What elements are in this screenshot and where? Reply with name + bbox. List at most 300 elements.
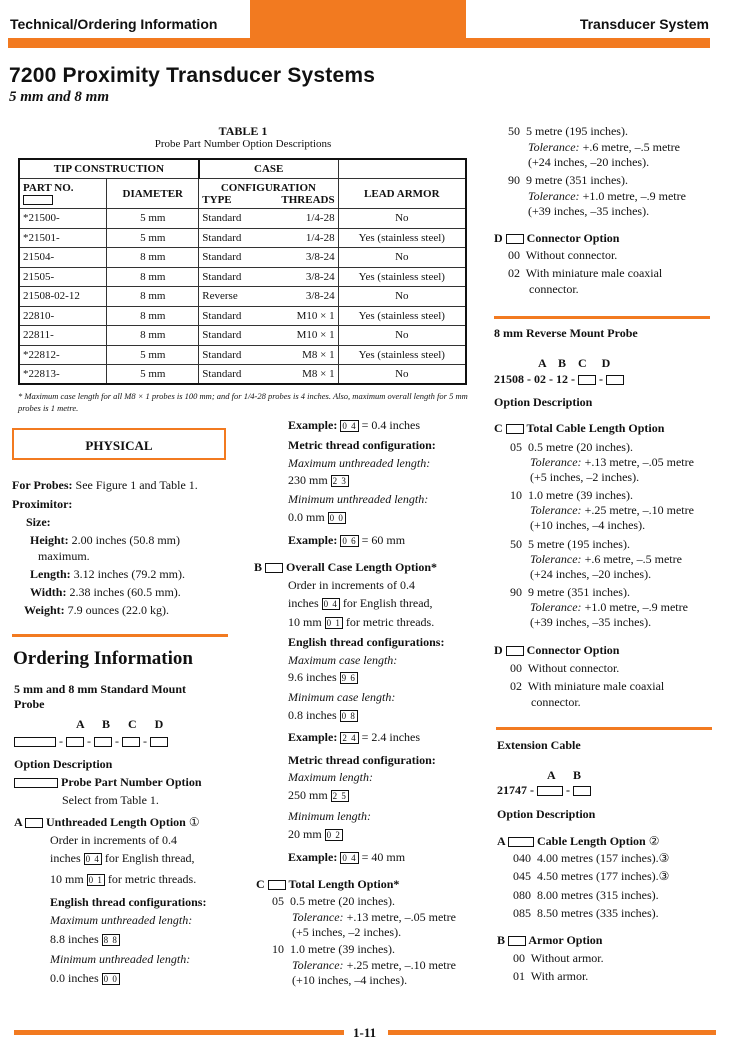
r90-tolerance	[528, 189, 686, 204]
section-rule	[12, 634, 228, 637]
section-rule	[496, 727, 712, 730]
cell-part: 21505-	[19, 267, 107, 287]
section-rule	[494, 316, 710, 319]
rev-d-option-title	[494, 643, 619, 658]
part-number-boxes	[23, 194, 103, 206]
ext-a-option-title	[497, 834, 659, 849]
c05-tolerance-2: (+5 inches, –2 inches).	[292, 925, 402, 939]
std-mount-title-2: Probe	[14, 697, 45, 711]
cell-threads: M8 × 1	[269, 365, 338, 385]
inches-word: inches	[50, 851, 81, 865]
code: 10	[510, 488, 522, 502]
value-text: 0.8 inches	[288, 708, 337, 722]
d02-line-2: connector.	[529, 282, 579, 296]
table-row	[19, 306, 466, 326]
ext-part-code: 21747 - -	[497, 783, 591, 798]
code: 040	[513, 851, 531, 865]
code: 50	[510, 537, 522, 551]
code-box: 0 4	[85, 854, 100, 865]
group-case-header: CASE	[199, 159, 338, 179]
cell-dia: 8 mm	[107, 326, 199, 346]
desc: 4.50 metres (177 inches).③	[537, 869, 670, 883]
width-line	[30, 585, 181, 600]
rc10-tolerance	[530, 503, 694, 518]
tol-label: Tolerance:	[528, 189, 580, 203]
desc: Without armor.	[530, 951, 604, 965]
c05-line	[272, 894, 395, 909]
rev-c-option-title	[494, 421, 664, 436]
c05-tolerance	[292, 910, 456, 925]
probe-part-table	[18, 158, 467, 385]
code: 10	[272, 942, 284, 956]
code-box: 0 1	[326, 618, 341, 629]
order-increments-mid: Order in increments of 0.4	[288, 578, 415, 592]
example-3	[288, 730, 420, 745]
cell-threads: 3/8-24	[269, 287, 338, 307]
metric-thread-inc	[50, 872, 196, 887]
cell-threads: 1/4-28	[269, 228, 338, 248]
col-type-label: TYPE	[202, 193, 232, 206]
english-thread-inc	[50, 851, 195, 866]
c-title: Total Cable Length Option	[526, 421, 665, 435]
cell-type: Standard	[199, 365, 270, 385]
code: 00	[508, 248, 520, 262]
cell-part: 21504-	[19, 248, 107, 268]
cell-threads: M10 × 1	[269, 326, 338, 346]
code: 50	[508, 124, 520, 138]
max-case-value	[288, 670, 358, 685]
code: 00	[513, 951, 525, 965]
r50-line	[508, 124, 628, 139]
desc: 8.00 metres (315 inches).	[537, 888, 659, 902]
cell-type: Standard	[199, 248, 270, 268]
cell-dia: 8 mm	[107, 248, 199, 268]
cell-threads: M10 × 1	[269, 306, 338, 326]
rev-abcd-letters: A B C D	[538, 356, 611, 370]
code-box: 8 8	[103, 935, 118, 946]
desc: 4.00 metres (157 inches).③	[537, 851, 670, 865]
metric-config-label: Metric thread configuration:	[288, 438, 436, 452]
example-1	[288, 418, 420, 433]
code: 02	[508, 266, 520, 280]
cell-lead: No	[338, 209, 466, 229]
english-thread-config-label: English thread configurations:	[50, 895, 207, 909]
value-text: 20 mm	[288, 827, 322, 841]
cell-type: Reverse	[199, 287, 270, 307]
min-length-label: Minimum length:	[288, 809, 371, 823]
desc: 0.5 metre (20 inches).	[290, 894, 395, 908]
page-subtitle: 5 mm and 8 mm	[9, 89, 110, 105]
tol-label: Tolerance:	[530, 503, 582, 517]
e080-line	[513, 888, 659, 903]
metric-inc-mid	[288, 615, 434, 630]
table-row	[19, 267, 466, 287]
cell-dia: 8 mm	[107, 306, 199, 326]
d02-line	[508, 266, 662, 281]
ext-b-option-title	[497, 933, 602, 948]
table-row	[19, 287, 466, 307]
example-value: = 40 mm	[361, 850, 406, 864]
col-threads-label: THREADS	[281, 193, 335, 206]
code-box: 9 6	[341, 673, 356, 684]
rd02-line	[510, 679, 664, 694]
tol-label: Tolerance:	[292, 958, 344, 972]
code: 05	[272, 894, 284, 908]
cell-type: Standard	[199, 345, 270, 365]
code: 00	[510, 661, 522, 675]
cell-lead: No	[338, 287, 466, 307]
col-part-label: PART NO.	[23, 181, 74, 194]
example-label: Example:	[288, 730, 338, 744]
rc10-tolerance-2: (+10 inches, –4 inches).	[530, 518, 646, 532]
tol-label: Tolerance:	[530, 455, 582, 469]
rd00-line	[510, 661, 619, 676]
for-probes-text: See Figure 1 and Table 1.	[75, 478, 198, 492]
tol-label: Tolerance:	[530, 600, 582, 614]
example-label: Example:	[288, 850, 338, 864]
col-lead-header: LEAD ARMOR	[338, 179, 466, 209]
b-option-title	[254, 560, 437, 575]
max-length-value	[288, 788, 349, 803]
probe-part-option	[14, 775, 202, 790]
r50-tolerance	[528, 140, 680, 155]
tol-value: +.6 metre, –.5 metre	[582, 140, 680, 154]
max-unthreaded-label-mid: Maximum unthreaded length:	[288, 456, 431, 470]
rev-part-code: 21508 - 02 - 12 - -	[494, 372, 624, 387]
cell-dia: 8 mm	[107, 287, 199, 307]
c-title: Total Length Option*	[288, 877, 400, 891]
note-2-marker: ②	[648, 834, 660, 848]
rev-option-description: Option Description	[494, 395, 593, 409]
desc: 1.0 metre (39 inches).	[290, 942, 395, 956]
tol-label: Tolerance:	[530, 552, 582, 566]
d-letter: D	[494, 231, 503, 245]
code: 02	[510, 679, 522, 693]
value-text: 0.0 mm	[288, 510, 325, 524]
footer-rule-left	[14, 1030, 344, 1035]
code-box: 0 0	[103, 974, 118, 985]
cell-type: Standard	[199, 209, 270, 229]
desc: Without connector.	[525, 248, 618, 262]
desc: With armor.	[530, 969, 589, 983]
code-box: 2 3	[332, 476, 347, 487]
width-label: Width:	[30, 585, 67, 599]
c10-tolerance	[292, 958, 456, 973]
page-title: 7200 Proximity Transducer Systems	[9, 64, 376, 87]
example-label: Example:	[288, 418, 338, 432]
example-label: Example:	[288, 533, 338, 547]
a-title: Unthreaded Length Option	[46, 815, 186, 829]
cell-part: 22810-	[19, 306, 107, 326]
d-option-title	[494, 231, 619, 246]
page-header	[0, 0, 747, 50]
length-line	[30, 567, 185, 582]
a-title: Cable Length Option	[537, 834, 646, 848]
tol-value: +.13 metre, –.05 metre	[346, 910, 456, 924]
b-title: Armor Option	[528, 933, 603, 947]
inches-word: inches	[288, 596, 319, 610]
cell-lead: Yes (stainless steel)	[338, 345, 466, 365]
footer-rule-right	[388, 1030, 716, 1035]
for-english-text: for English thread,	[104, 851, 195, 865]
height-label: Height:	[30, 533, 69, 547]
desc: With miniature male coaxial	[527, 679, 665, 693]
metric-config-label-2: Metric thread configuration:	[288, 753, 436, 767]
max-case-label: Maximum case length:	[288, 653, 398, 667]
max-unthreaded-label: Maximum unthreaded length:	[50, 913, 193, 927]
min-length-value	[288, 827, 343, 842]
b-letter: B	[497, 933, 506, 947]
rc90-tolerance-2: (+39 inches, –35 inches).	[530, 615, 652, 629]
weight-label: Weight:	[24, 603, 65, 617]
col-diameter-header: DIAMETER	[107, 179, 199, 209]
code-box: 0 8	[341, 711, 356, 722]
desc: 8.50 metres (335 inches).	[537, 906, 659, 920]
col-config-label: CONFIGURATION	[220, 181, 316, 194]
a-letter: A	[497, 834, 506, 848]
cell-threads: 3/8-24	[269, 248, 338, 268]
example-2	[288, 533, 405, 548]
value-text: 8.8 inches	[50, 932, 99, 946]
e040-line	[513, 851, 669, 866]
group-case-spacer	[338, 159, 466, 179]
d-letter: D	[494, 643, 503, 657]
cell-lead: No	[338, 326, 466, 346]
cell-part: *22812-	[19, 345, 107, 365]
c10-tolerance-2: (+10 inches, –4 inches).	[292, 973, 408, 987]
rc05-tolerance-2: (+5 inches, –2 inches).	[530, 470, 640, 484]
table-row	[19, 365, 466, 385]
value-text: 250 mm	[288, 788, 328, 802]
ext-code-text: 21747 -	[497, 783, 534, 797]
table-row	[19, 209, 466, 229]
table-row	[19, 228, 466, 248]
rd02-line-2: connector.	[531, 695, 581, 709]
min-case-label: Minimum case length:	[288, 690, 396, 704]
table-footnote: * Maximum case length for all M8 × 1 probes is 100 mm; and for 1/4-28 probes is 4 inches. Also, maximum overall length for 5 mm probes is 1 metre.	[18, 391, 468, 413]
col-config-header	[199, 179, 338, 209]
rev-code-text: 21508 - 02 - 12 -	[494, 372, 575, 386]
e045-line	[513, 869, 669, 884]
height-line	[30, 533, 180, 548]
std-part-code: - - - -	[14, 734, 168, 749]
ext-option-description: Option Description	[497, 807, 596, 821]
tol-label: Tolerance:	[528, 140, 580, 154]
c-option-title	[256, 877, 399, 892]
header-accent-block	[250, 0, 466, 40]
for-english-text: for English thread,	[342, 596, 433, 610]
rc50-line	[510, 537, 630, 552]
abcd-letters: A B C D	[76, 717, 164, 731]
c-letter: C	[256, 877, 265, 891]
rc90-tolerance	[530, 600, 688, 615]
desc: Without connector.	[527, 661, 620, 675]
table-row	[19, 345, 466, 365]
extension-cable-title: Extension Cable	[497, 738, 581, 752]
code-box: 0 4	[342, 421, 357, 432]
desc: With miniature male coaxial	[525, 266, 663, 280]
order-increments-text: Order in increments of 0.4	[50, 833, 177, 847]
desc: 9 metre (351 inches).	[528, 585, 630, 599]
tol-value: +.25 metre, –.10 metre	[584, 503, 694, 517]
code-box: 2 5	[332, 791, 347, 802]
c10-line	[272, 942, 395, 957]
std-mount-title-1: 5 mm and 8 mm Standard Mount	[14, 682, 187, 696]
tol-value: +1.0 metre, –.9 metre	[582, 189, 686, 203]
cell-dia: 5 mm	[107, 345, 199, 365]
mm-value: 10 mm	[50, 872, 84, 886]
table-subcaption: Probe Part Number Option Descriptions	[154, 138, 332, 150]
code: 01	[513, 969, 525, 983]
r90-line	[508, 173, 628, 188]
desc: 9 metre (351 inches).	[526, 173, 628, 187]
desc: 0.5 metre (20 inches).	[528, 440, 633, 454]
value-text: 230 mm	[288, 473, 328, 487]
code-box: 2 4	[342, 733, 357, 744]
cell-dia: 8 mm	[107, 267, 199, 287]
code-box: 0 2	[326, 830, 341, 841]
cell-type: Standard	[199, 306, 270, 326]
cell-type: Standard	[199, 267, 270, 287]
a-option-title	[14, 815, 200, 830]
ordering-heading: Ordering Information	[13, 648, 193, 669]
table-row	[19, 326, 466, 346]
desc: 1.0 metre (39 inches).	[528, 488, 633, 502]
c-letter: C	[494, 421, 503, 435]
proximitor-label: Proximitor:	[12, 497, 73, 511]
header-left-title: Technical/Ordering Information	[10, 16, 218, 32]
cell-part: *21500-	[19, 209, 107, 229]
option-description-label: Option Description	[14, 757, 113, 771]
min-unthreaded-label: Minimum unthreaded length:	[50, 952, 191, 966]
height-text: 2.00 inches (50.8 mm)	[71, 533, 180, 547]
min-unthreaded-value	[50, 971, 120, 986]
cell-type: Standard	[199, 326, 270, 346]
header-right-title: Transducer System	[579, 16, 709, 32]
cell-part: *22813-	[19, 365, 107, 385]
weight-line	[24, 603, 169, 618]
physical-box: PHYSICAL	[12, 428, 226, 460]
for-metric-text: for metric threads.	[107, 872, 197, 886]
for-probes-line	[12, 478, 198, 493]
cell-lead: Yes (stainless steel)	[338, 267, 466, 287]
length-label: Length:	[30, 567, 71, 581]
cell-part: 22811-	[19, 326, 107, 346]
rc50-tolerance	[530, 552, 682, 567]
r50-tolerance-2: (+24 inches, –20 inches).	[528, 155, 650, 169]
code: 05	[510, 440, 522, 454]
example-4	[288, 850, 405, 865]
length-text: 3.12 inches (79.2 mm).	[73, 567, 185, 581]
cell-lead: No	[338, 248, 466, 268]
size-label: Size:	[26, 515, 51, 529]
d-title: Connector Option	[526, 643, 620, 657]
english-inc-mid	[288, 596, 433, 611]
table-caption: TABLE 1	[218, 124, 268, 138]
note-1-marker: ①	[188, 815, 200, 829]
col-part-header	[19, 179, 107, 209]
height-text-2: maximum.	[38, 549, 90, 563]
rc05-tolerance	[530, 455, 694, 470]
select-table-text: Select from Table 1.	[62, 793, 159, 807]
rc10-line	[510, 488, 633, 503]
width-text: 2.38 inches (60.5 mm).	[69, 585, 181, 599]
d-title: Connector Option	[526, 231, 620, 245]
min-case-value	[288, 708, 358, 723]
tol-value: +.25 metre, –.10 metre	[346, 958, 456, 972]
code: 045	[513, 869, 531, 883]
cell-lead: No	[338, 365, 466, 385]
value-text: 0.0 inches	[50, 971, 99, 985]
english-configs-label: English thread configurations:	[288, 635, 445, 649]
eb00-line	[513, 951, 604, 966]
cell-dia: 5 mm	[107, 228, 199, 248]
for-metric-text: for metric threads.	[345, 615, 435, 629]
code-box: 0 0	[329, 513, 344, 524]
max-length-label: Maximum length:	[288, 770, 373, 784]
cell-threads: 1/4-28	[269, 209, 338, 229]
value-text: 9.6 inches	[288, 670, 337, 684]
code-box: 0 4	[323, 599, 338, 610]
code-box: 0 4	[342, 853, 357, 864]
cell-lead: Yes (stainless steel)	[338, 306, 466, 326]
min-unthreaded-mm	[288, 510, 346, 525]
cell-part: *21501-	[19, 228, 107, 248]
r90-tolerance-2: (+39 inches, –35 inches).	[528, 204, 650, 218]
e085-line	[513, 906, 659, 921]
probe-part-option-label: Probe Part Number Option	[61, 775, 202, 789]
a-letter: A	[14, 815, 23, 829]
code: 90	[508, 173, 520, 187]
b-title: Overall Case Length Option*	[286, 560, 438, 574]
header-rule	[8, 38, 710, 48]
rc50-tolerance-2: (+24 inches, –20 inches).	[530, 567, 652, 581]
for-probes-label: For Probes:	[12, 478, 73, 492]
ext-ab-letters: A B	[547, 768, 582, 782]
max-unthreaded-value	[50, 932, 120, 947]
min-unthreaded-label-mid: Minimum unthreaded length:	[288, 492, 429, 506]
cell-part: 21508-02-12	[19, 287, 107, 307]
weight-text: 7.9 ounces (22.0 kg).	[67, 603, 169, 617]
example-value: = 0.4 inches	[361, 418, 421, 432]
page-number: 1-11	[353, 1025, 377, 1040]
max-unthreaded-mm	[288, 473, 349, 488]
rc90-line	[510, 585, 630, 600]
cell-dia: 5 mm	[107, 365, 199, 385]
b-letter: B	[254, 560, 263, 574]
reverse-mount-title: 8 mm Reverse Mount Probe	[494, 326, 638, 340]
code: 085	[513, 906, 531, 920]
code-box: 0 1	[88, 875, 103, 886]
tol-value: +.6 metre, –.5 metre	[584, 552, 682, 566]
mm-value: 10 mm	[288, 615, 322, 629]
tol-value: +1.0 metre, –.9 metre	[584, 600, 688, 614]
cell-lead: Yes (stainless steel)	[338, 228, 466, 248]
cell-type: Standard	[199, 228, 270, 248]
group-tip-header: TIP CONSTRUCTION	[19, 159, 199, 179]
code: 90	[510, 585, 522, 599]
table-row	[19, 248, 466, 268]
eb01-line	[513, 969, 588, 984]
code-box: 0 6	[342, 536, 357, 547]
example-value: = 60 mm	[361, 533, 406, 547]
cell-threads: M8 × 1	[269, 345, 338, 365]
cell-dia: 5 mm	[107, 209, 199, 229]
code: 080	[513, 888, 531, 902]
desc: 5 metre (195 inches).	[528, 537, 630, 551]
tol-label: Tolerance:	[292, 910, 344, 924]
example-value: = 2.4 inches	[361, 730, 421, 744]
